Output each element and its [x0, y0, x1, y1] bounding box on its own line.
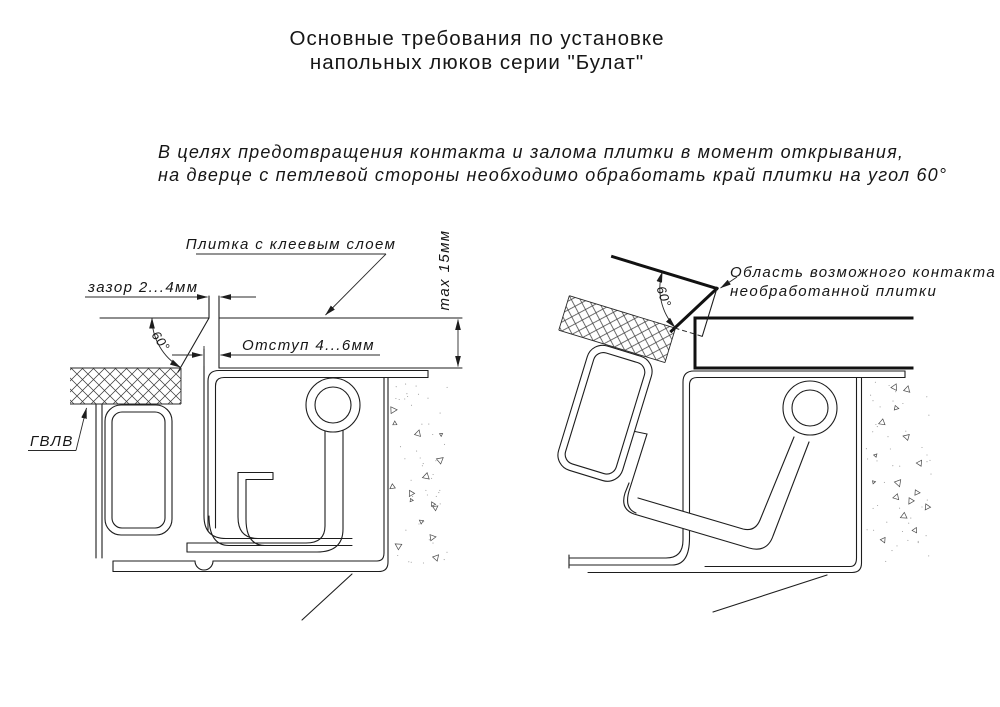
drawing-header — [158, 27, 947, 185]
tile-adhesive-label: Плитка с клеевым слоем — [185, 236, 397, 253]
unprocessed-tile-bottom-line — [675, 328, 703, 336]
break-line-left — [302, 574, 352, 620]
page-title-line-2: напольных люков серии "Булат" — [309, 51, 645, 74]
hinge-arm-right — [624, 437, 809, 549]
contact-area-label-line-2: необработанной плитки — [730, 283, 938, 300]
annotations-left — [28, 230, 458, 451]
dimension-offset-label: Отступ 4...6мм — [242, 337, 375, 354]
note-line-2: на дверце с петлевой стороны необходимо обработать край плитки на угол 60° — [158, 165, 948, 185]
gvl-board-label: ГВЛВ — [30, 433, 74, 450]
dimension-gap-label: зазор 2...4мм — [88, 279, 199, 296]
left-section-view — [28, 230, 462, 620]
dimension-max-height-label: max 15мм — [436, 229, 453, 311]
fixed-tile-right — [695, 318, 912, 368]
note-line-1: В целях предотвращения контакта и залома плитки в момент открывания, — [158, 142, 905, 162]
angle-label-right: 60° — [653, 284, 675, 309]
annotations-right — [721, 264, 997, 300]
stiffener-tube-left — [105, 405, 172, 535]
page-title-line-1: Основные требования по установке — [289, 27, 665, 50]
door-tile-top-line-open — [613, 257, 717, 289]
hinge-circle-right — [783, 381, 837, 435]
contact-area-label-line-1: Область возможного контакта — [730, 264, 997, 281]
concrete-hatch-right — [866, 382, 932, 562]
hinge-circle-left — [306, 378, 360, 432]
stiffener-tube-right — [554, 341, 656, 485]
right-section-view — [520, 248, 996, 612]
concrete-hatch-left — [390, 384, 448, 564]
gvl-board-hatch-left — [70, 368, 181, 404]
angle-label-left: 60° — [148, 328, 173, 355]
break-line-right — [713, 575, 827, 612]
